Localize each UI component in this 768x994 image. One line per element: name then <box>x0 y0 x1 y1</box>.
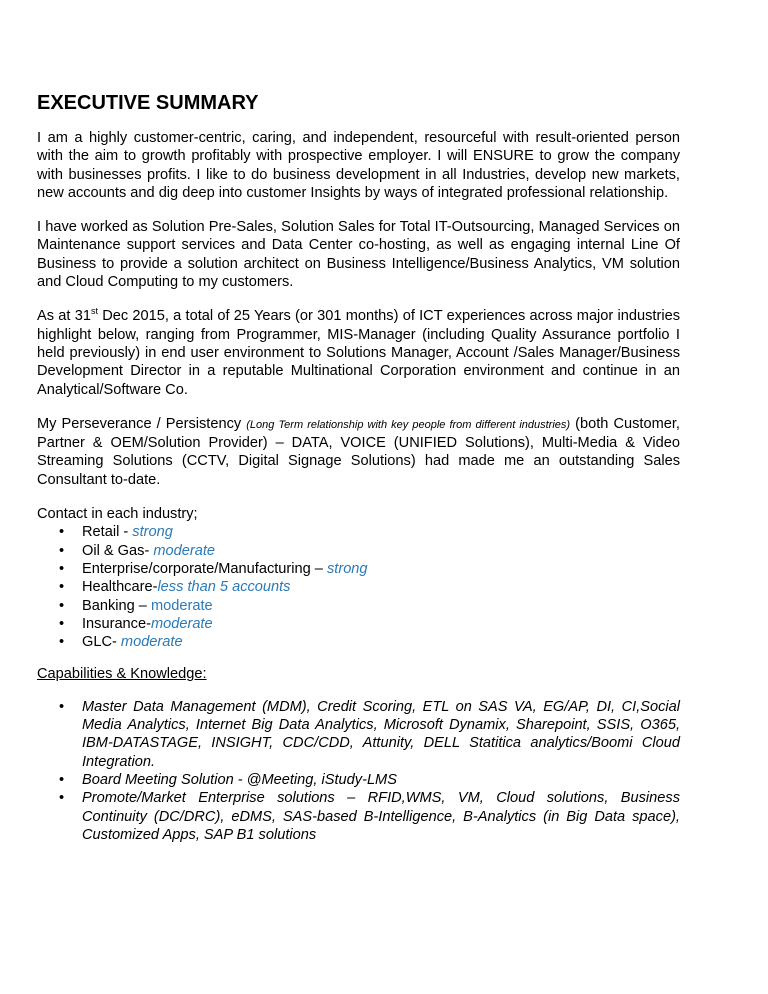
industry-level: strong <box>326 560 368 577</box>
list-item: • Board Meeting Solution - @Meeting, iStudy-LMS <box>37 771 680 789</box>
industry-name: Healthcare- <box>82 579 158 596</box>
p4-note: (Long Term relationship with key people from different industries) <box>246 418 571 431</box>
p3-text-start: As at 31 <box>37 308 91 325</box>
capabilities-list <box>37 698 680 844</box>
list-item <box>37 597 680 615</box>
page-title: EXECUTIVE SUMMARY <box>37 92 259 114</box>
summary-paragraph-3 <box>37 307 680 398</box>
list-item <box>37 633 680 651</box>
industry-name: Insurance- <box>82 615 151 632</box>
p4-text-end: (both Customer, Partner & OEM/Solution Provider) – DATA, VOICE (UNIFIED Solutions), Multi-Media & Video Streaming Solutions (CCTV, Digital Signage Solutions) had made me an outstanding Sales Consultant to-date. <box>37 415 680 488</box>
industry-list <box>37 523 680 651</box>
list-item <box>37 615 680 633</box>
p4-text-start: My Perseverance / Persistency <box>37 415 247 432</box>
list-item: • Master Data Management (MDM), Credit Scoring, ETL on SAS VA, EG/AP, DI, CI,Social Media Analytics, Internet Big Data Analytics, Microsoft Dynamix, Sharepoint, SSIS, O365, IBM-DATASTAGE, INSIGHT, CDC/CDD, Attunity, DELL Statitica analytics/Boomi Cloud Integration. <box>37 698 680 771</box>
document-page <box>37 92 680 844</box>
industry-name: Oil & Gas- <box>82 542 154 559</box>
industry-level: less than 5 accounts <box>157 579 291 596</box>
p3-superscript: st <box>90 306 98 317</box>
list-item <box>37 578 680 596</box>
list-item <box>37 560 680 578</box>
industry-level: strong <box>132 524 173 541</box>
industry-name: Banking – <box>82 597 151 614</box>
industry-level: moderate <box>150 615 213 632</box>
p3-text-end: Dec 2015, a total of 25 Years (or 301 months) of ICT experiences across major industries highlight below, ranging from Programmer, MIS-Manager (including Quality Assurance portfolio I held previously) in end user environment to Solutions Manager, Account /Sales Manager/Business Development Director in a reputable Multinational Corporation environment and continue in an Analytical/Software Co. <box>37 308 680 398</box>
industry-level: moderate <box>150 597 213 614</box>
industry-name: GLC- <box>82 634 121 651</box>
contact-heading: Contact in each industry; <box>37 506 198 523</box>
industry-level: moderate <box>153 542 216 559</box>
industry-name: Retail - <box>82 524 133 541</box>
summary-paragraph-2: I have worked as Solution Pre-Sales, Solution Sales for Total IT-Outsourcing, Managed Services on Maintenance support services and Data Center co-hosting, as well as engaging internal Line Of Business to provide a solution architect on Business Intelligence/Business Analytics, VM solution and Cloud Computing to my customers. <box>37 219 680 291</box>
list-item: • Promote/Market Enterprise solutions – RFID,WMS, VM, Cloud solutions, Business Continuity (DC/DRC), eDMS, SAS-based B-Intelligence, B-Analytics (in Big Data space), Customized Apps, SAP B1 solutions <box>37 789 680 844</box>
list-item <box>37 542 680 560</box>
industry-level: moderate <box>120 634 183 651</box>
summary-paragraph-1: I am a highly customer-centric, caring, and independent, resourceful with result-oriented person with the aim to growth profitably with prospective employer. I will ENSURE to grow the company with businesses profits. I like to do business development in all Industries, develop new markets, new accounts and dig deep into customer Insights by ways of integrated professional relationship. <box>37 130 680 201</box>
summary-paragraph-4 <box>37 415 680 489</box>
capabilities-heading: Capabilities & Knowledge: <box>37 666 207 683</box>
list-item <box>37 523 680 541</box>
industry-name: Enterprise/corporate/Manufacturing – <box>82 560 327 577</box>
